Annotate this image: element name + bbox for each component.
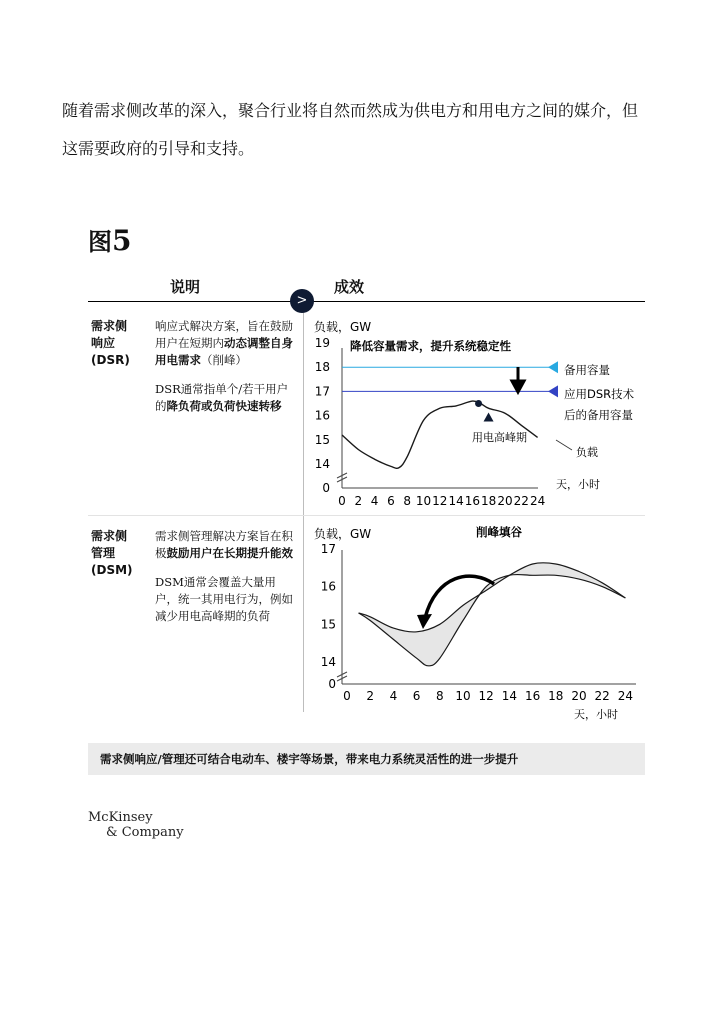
chart1-xtick-4: 8: [403, 494, 412, 508]
dsm-label-line-1: 需求侧: [91, 529, 128, 543]
chart1-xtick-9: 18: [481, 494, 497, 508]
chart2-fill-area: [359, 563, 626, 666]
chart1-ytick-1: 18: [314, 360, 330, 375]
chart2-xtick-8: 16: [524, 689, 541, 703]
dsm-load-chart: [306, 520, 656, 725]
chart2-xtick-10: 20: [571, 689, 587, 703]
chart2-xtick-5: 10: [455, 689, 471, 703]
row-divider: [88, 515, 645, 516]
chart1-ref-label-1: 备用容量: [564, 363, 610, 377]
chart1-peak-point: [475, 400, 482, 407]
chart1-ref-label-2a: 应用DSR技术: [564, 387, 635, 401]
footer-note: 需求侧响应/管理还可结合电动车、楼宇等场景，带来电力系统灵活性的进一步提升: [88, 743, 645, 775]
chart1-xtick-0: 0: [338, 494, 346, 508]
dsr-label: [91, 318, 130, 369]
chart2-series-after: [359, 563, 626, 632]
dsr-label-line-3: (DSR): [91, 353, 130, 367]
dsr-label-line-1: 需求侧: [91, 319, 128, 333]
dsr-desc-p2: [155, 381, 297, 415]
chart2-xlabel: 天，小时: [574, 708, 618, 721]
chart2-xtick-11: 22: [594, 689, 610, 703]
chart2-xtick-12: 24: [617, 689, 634, 703]
chart2-xtick-6: 12: [478, 689, 494, 703]
chart2-xtick-4: 8: [435, 689, 444, 703]
column-divider: [303, 301, 304, 712]
figure-title: [88, 222, 131, 257]
header-rule: [88, 301, 645, 302]
chart1-xtick-1: 2: [354, 494, 363, 508]
dsr-desc-p1-b: 动态调整自身用电需求: [155, 336, 293, 367]
chart2-title: 削峰填谷: [476, 525, 522, 539]
chart1-xtick-3: 6: [387, 494, 395, 508]
chart2-ytick-0: 17: [320, 541, 336, 556]
chart2-ytick-4: 0: [328, 677, 336, 691]
dsm-desc-p1-b: 鼓励用户在长期提升能效: [166, 546, 293, 560]
chart2-ylabel: 负载，GW: [314, 527, 372, 541]
chart1-ytick-6: 0: [322, 481, 330, 495]
chart2-ytick-2: 15: [320, 617, 336, 632]
chart1-xtick-8: 16: [464, 494, 481, 508]
mckinsey-logo: [88, 810, 184, 840]
chart2-xtick-2: 4: [389, 689, 398, 703]
dsm-label: [91, 528, 133, 579]
dsm-label-line-3: (DSM): [91, 563, 133, 577]
dsm-desc-p2: DSM通常会覆盖大量用户，统一其用电行为，例如减少用电高峰期的负荷: [155, 575, 293, 623]
chart1-down-arrow-icon: [512, 367, 524, 392]
chart1-reserve-marker-icon: [548, 361, 558, 373]
chart2-shift-arrow-head-icon: [417, 614, 432, 629]
chart2-ytick-1: 16: [320, 579, 336, 594]
column-header-effect: 成效: [334, 278, 365, 296]
dsr-desc-p1-a: 响应式解决方案，旨在鼓励用户在短期内: [155, 319, 293, 350]
intro-paragraph: [62, 92, 682, 168]
intro-line-1: 随着需求侧改革的深入，聚合行业将自然而然成为供电方和用电方之间的媒介，但: [62, 101, 639, 120]
chart1-xtick-7: 14: [448, 494, 464, 508]
chart1-ytick-3: 16: [314, 408, 330, 423]
chart1-xtick-11: 22: [513, 494, 529, 508]
chart1-xtick-12: 24: [529, 494, 546, 508]
chart1-ylabel: 负载，GW: [314, 320, 372, 334]
dsr-description: [155, 318, 297, 427]
dsr-desc-p2-a: DSR通常指单个/若干用户的: [155, 382, 289, 413]
dsm-description: [155, 528, 297, 637]
logo-line-2: & Company: [106, 825, 184, 840]
chart1-xtick-5: 10: [415, 494, 432, 508]
dsr-load-chart: [306, 310, 656, 515]
chart1-ytick-0: 19: [314, 336, 330, 350]
chart1-peak-label: 用电高峰期: [472, 431, 527, 444]
dsr-desc-p2-b: 降负荷或负荷快速转移: [166, 399, 282, 413]
chart1-xtick-2: 4: [370, 494, 379, 508]
chart2-xtick-7: 14: [501, 689, 518, 703]
chart1-ytick-2: 17: [314, 384, 330, 399]
dsm-desc-p1-a: 需求侧管理解决方案旨在积极: [155, 529, 293, 560]
dsm-desc-p1: [155, 528, 297, 562]
intro-line-2: 这需要政府的引导和支持。: [62, 139, 255, 158]
dsr-desc-p1: [155, 318, 297, 369]
chart1-load-leader: [556, 440, 572, 450]
chart1-xtick-6: 12: [432, 494, 448, 508]
chart1-load-label: 负载: [576, 446, 598, 459]
chart2-xtick-3: 6: [412, 689, 421, 703]
figure-title-number: 5: [112, 224, 132, 257]
chart2-xtick-1: 2: [366, 689, 375, 703]
chart1-annotation-title: 降低容量需求，提升系统稳定性: [350, 339, 511, 353]
chart1-peak-marker-icon: [484, 413, 494, 422]
chart2-xtick-9: 18: [548, 689, 564, 703]
chart1-xtick-10: 20: [497, 494, 513, 508]
chevron-right-icon: >: [290, 289, 314, 313]
chart2-series-before: [359, 574, 626, 665]
dsr-label-line-2: 响应: [91, 336, 116, 350]
chart1-ytick-4: 15: [314, 432, 330, 447]
dsm-label-line-2: 管理: [91, 546, 116, 560]
figure-title-prefix: 图: [88, 228, 112, 256]
chart1-ytick-5: 14: [314, 457, 330, 471]
chart1-dsr-reserve-marker-icon: [548, 385, 558, 397]
chart1-xlabel: 天，小时: [556, 478, 600, 491]
chart1-ref-label-2b: 后的备用容量: [564, 408, 633, 422]
chart2-ytick-3: 14: [320, 655, 336, 669]
dsr-desc-p1-c: （削峰）: [201, 353, 247, 367]
logo-line-1: McKinsey: [88, 810, 153, 825]
column-header-description: 说明: [170, 278, 201, 296]
chart2-xtick-0: 0: [343, 689, 351, 703]
